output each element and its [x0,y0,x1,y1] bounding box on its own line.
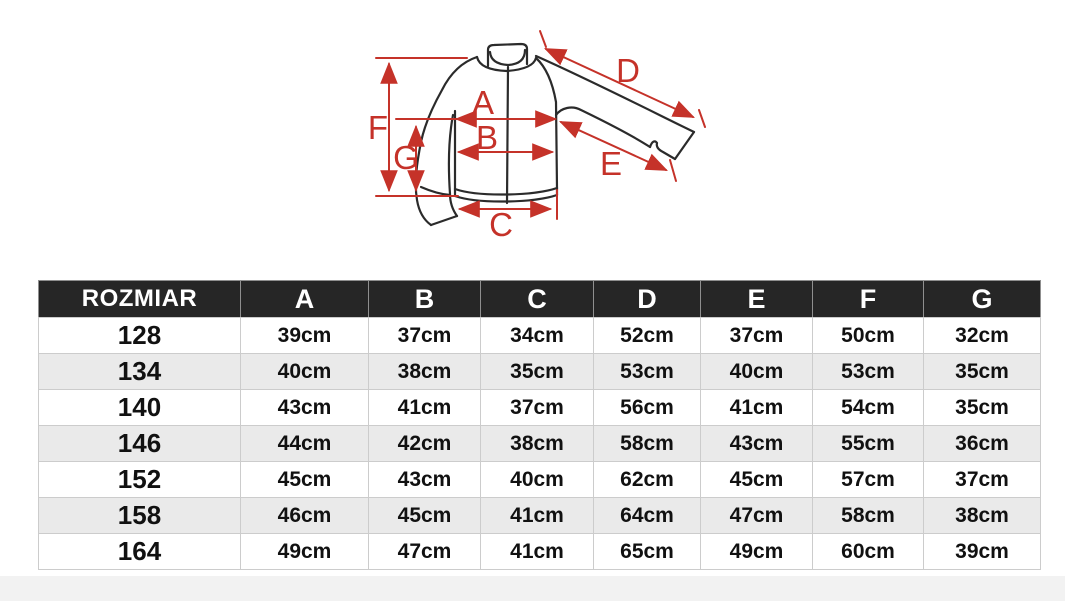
measurement-cell: 49cm [701,534,813,570]
measurement-cell: 57cm [813,462,924,498]
table-row [39,534,1041,570]
label-B: B [475,119,499,156]
measurement-cell: 38cm [369,354,481,390]
size-cell: 146 [39,426,241,462]
measurement-cell: 37cm [369,318,481,354]
measurement-cell: 38cm [924,498,1041,534]
measurement-cell: 56cm [594,390,701,426]
measurement-cell: 41cm [481,498,594,534]
size-cell: 140 [39,390,241,426]
measurement-cell: 65cm [594,534,701,570]
measurement-cell: 45cm [241,462,369,498]
table-row [39,318,1041,354]
column-header-g: G [924,281,1041,318]
measurement-cell: 40cm [241,354,369,390]
label-F: F [367,109,389,146]
column-header-f: F [813,281,924,318]
measurement-cell: 43cm [369,462,481,498]
size-table-body [39,318,1041,570]
measurement-cell: 62cm [594,462,701,498]
measurement-cell: 45cm [369,498,481,534]
measurement-cell: 46cm [241,498,369,534]
measurement-cell: 41cm [481,534,594,570]
measurement-cell: 36cm [924,426,1041,462]
measurement-cell: 44cm [241,426,369,462]
measurement-cell: 43cm [241,390,369,426]
table-row [39,354,1041,390]
table-row [39,426,1041,462]
measurement-cell: 64cm [594,498,701,534]
jacket-measurement-diagram [0,0,1065,280]
measurement-cell: 37cm [924,462,1041,498]
size-cell: 158 [39,498,241,534]
measurement-cell: 40cm [481,462,594,498]
size-cell: 164 [39,534,241,570]
header-row [39,281,1041,318]
column-header-c: C [481,281,594,318]
size-chart-table [38,280,1041,570]
measurement-cell: 41cm [369,390,481,426]
table-row [39,390,1041,426]
label-C: C [489,206,513,243]
measurement-cell: 47cm [369,534,481,570]
measurement-cell: 52cm [594,318,701,354]
measurement-cell: 40cm [701,354,813,390]
label-E: E [599,145,623,182]
measurement-cell: 50cm [813,318,924,354]
label-A: A [471,84,495,121]
table-row [39,498,1041,534]
footer-strip [0,576,1065,601]
measurement-cell: 39cm [241,318,369,354]
size-table-header [39,281,1041,318]
measurement-cell: 35cm [481,354,594,390]
dimension-labels [368,52,640,243]
jacket-outline [416,44,694,225]
measurement-cell: 38cm [481,426,594,462]
measurement-cell: 43cm [701,426,813,462]
column-header-a: A [241,281,369,318]
measurement-cell: 53cm [813,354,924,390]
measurement-cell: 58cm [813,498,924,534]
measurement-cell: 54cm [813,390,924,426]
measurement-cell: 35cm [924,390,1041,426]
column-header-b: B [369,281,481,318]
measurement-cell: 35cm [924,354,1041,390]
measurement-cell: 45cm [701,462,813,498]
measurement-cell: 39cm [924,534,1041,570]
size-cell: 134 [39,354,241,390]
measurement-cell: 55cm [813,426,924,462]
size-cell: 152 [39,462,241,498]
measurement-cell: 53cm [594,354,701,390]
measurement-cell: 41cm [701,390,813,426]
measurement-cell: 49cm [241,534,369,570]
measurement-cell: 42cm [369,426,481,462]
measurement-cell: 58cm [594,426,701,462]
measurement-cell: 34cm [481,318,594,354]
measurement-cell: 47cm [701,498,813,534]
measurement-cell: 37cm [701,318,813,354]
table-row [39,462,1041,498]
measurement-cell: 60cm [813,534,924,570]
column-header-d: D [594,281,701,318]
column-header-e: E [701,281,813,318]
label-D: D [616,52,640,89]
label-G: G [393,139,419,176]
column-header-rozmiar: ROZMIAR [39,281,241,318]
measurement-cell: 32cm [924,318,1041,354]
measurement-cell: 37cm [481,390,594,426]
size-cell: 128 [39,318,241,354]
